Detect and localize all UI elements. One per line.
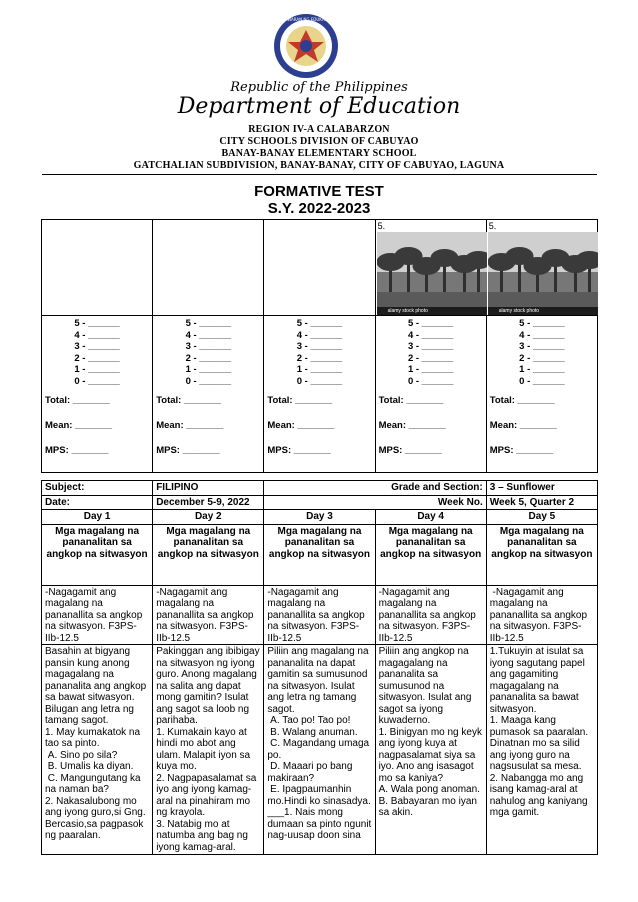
day-header: Day 2: [153, 510, 264, 525]
score-cell: [42, 316, 153, 473]
week-value: Week 5, Quarter 2: [486, 495, 597, 510]
day-header: Day 4: [375, 510, 486, 525]
scale-line[interactable]: 2 - ______: [296, 352, 343, 364]
scale-line[interactable]: 4 - ______: [74, 329, 120, 341]
watermark-text: alamy stock photo: [498, 308, 540, 314]
department-title: Department of Education: [177, 94, 461, 119]
competency-cell: -Nagagamit ang magalang na pananallita sa angkop na sitwasyon. F3PS-IIb-12.5: [486, 585, 597, 645]
total-field[interactable]: Total: _______: [267, 395, 333, 406]
scale-line[interactable]: 5 - ______: [407, 318, 454, 329]
scale-line[interactable]: 5 - ______: [519, 318, 565, 329]
day-header-row: [42, 510, 598, 525]
day-header: Day 3: [264, 510, 375, 525]
activity-row: [42, 645, 598, 855]
activity-cell: 1.Tukuyin at isulat sa iyong sagutang papel ang gagamiting magagalang na pananalita sa bawat sitwasyon. 1. Maaga kang pumasok sa paaralan. Dinatnan mo sa silid ang iyong guro na nagsusulat sa mesa. 2. Nabangga mo ang isang kamag-aral at nahulog ang kaniyang mga gamit.: [486, 645, 597, 855]
activity-cell: Basahin at bigyang pansin kung anong magagalang na pananalita ang angkop sa bawat sitwasyon. Bilugan ang letra ng tamang sagot. 1. May kumakatok na tao sa pinto. A. Sino po sila? B. Umalis ka diyan. C. Mangungutang ka na naman ba? 2. Nakasalubong mo ang iyong guro,si Gng. Bercasio,sa pagpasok ng paaralan.: [42, 645, 153, 855]
mean-field[interactable]: Mean: _______: [45, 420, 113, 431]
date-value: December 5-9, 2022: [153, 495, 264, 510]
scale-line[interactable]: 2 - ______: [185, 352, 231, 364]
competency-cell: -Nagagamit ang magalang na pananallita sa angkop na sitwasyon. F3PS-IIb-12.5: [153, 585, 264, 645]
scale-line[interactable]: 2 - ______: [519, 352, 565, 364]
subject-label: Subject:: [42, 481, 153, 496]
scale-line[interactable]: 4 - ______: [296, 329, 343, 341]
mps-field[interactable]: MPS: _______: [267, 445, 331, 456]
school-line: BANAY-BANAY ELEMENTARY SCHOOL: [221, 148, 417, 159]
mean-field[interactable]: Mean: _______: [156, 420, 224, 431]
topic-cell: Mga magalang na pananalitan sa angkop na sitwasyon: [153, 524, 264, 585]
scale-line[interactable]: 4 - ______: [519, 329, 565, 341]
svg-text:KAGAWARAN NG EDUKASYON: KAGAWARAN NG EDUKASYON: [276, 17, 336, 22]
activity-cell: Piliin ang angkop na magagalang na pananalita sa sumusunod na sitwasyon. Isulat ang sagot sa iyong kuwaderno. 1. Binigyan mo ng keyk ang iyong kuya at nagpasalamat siya sa iyo. Ano ang isasagot mo sa kaniya? A. Wala pong anoman. B. Babayaran mo iyan sa akin.: [375, 645, 486, 855]
scale-line[interactable]: 1 - ______: [185, 364, 231, 375]
mps-field[interactable]: MPS: _______: [156, 445, 220, 456]
palm-plantation-photo: [488, 232, 598, 315]
total-field[interactable]: Total: _______: [45, 395, 110, 406]
score-cell: [153, 316, 264, 473]
scale-line[interactable]: 5 - ______: [296, 318, 343, 329]
day-header: Day 5: [486, 510, 597, 525]
grade-value: 3 – Sunflower: [486, 481, 597, 496]
scale-line[interactable]: 3 - ______: [407, 341, 454, 352]
image-cell: [264, 220, 375, 316]
scale-line[interactable]: 3 - ______: [296, 341, 343, 352]
scale-line[interactable]: 0 - ______: [407, 375, 454, 387]
score-table: [41, 219, 598, 473]
competency-cell: -Nagagamit ang magalang na pananallita sa angkop na sitwasyon. F3PS-IIb-12.5: [42, 585, 153, 645]
region-line: REGION IV-A CALABARZON: [248, 124, 390, 135]
image-cell: [486, 220, 597, 316]
score-row: [42, 316, 598, 473]
image-cell: [42, 220, 153, 316]
scale-line[interactable]: 0 - ______: [185, 375, 231, 387]
subject-spacer: [264, 481, 375, 496]
mean-field[interactable]: Mean: _______: [267, 420, 335, 431]
mean-field[interactable]: Mean: _______: [489, 420, 557, 431]
mps-field[interactable]: MPS: _______: [45, 445, 109, 456]
palm-plantation-photo: [377, 232, 487, 315]
item-number: 5.: [377, 221, 386, 231]
scale-line[interactable]: 3 - ______: [74, 341, 120, 352]
republic-text: Republic of the Philippines: [230, 80, 408, 95]
week-label: Week No.: [375, 495, 486, 510]
scale-line[interactable]: 0 - ______: [74, 375, 120, 387]
division-line: CITY SCHOOLS DIVISION OF CABUYAO: [219, 136, 419, 147]
address-line: GATCHALIAN SUBDIVISION, BANAY-BANAY, CITY OF CABUYAO, LAGUNA: [133, 160, 505, 171]
mps-field[interactable]: MPS: _______: [489, 445, 554, 456]
scale-line[interactable]: 1 - ______: [74, 364, 120, 375]
school-year: S.Y. 2022-2023: [267, 200, 371, 217]
subject-value: FILIPINO: [153, 481, 264, 496]
topic-cell: Mga magalang na pananalitan sa angkop na sitwasyon: [42, 524, 153, 585]
scale-line[interactable]: 1 - ______: [519, 364, 565, 375]
image-row: [42, 220, 598, 316]
competency-cell: -Nagagamit ang magalang na pananallita sa angkop na sitwasyon. F3PS-IIb-12.5: [264, 585, 375, 645]
scale-line[interactable]: 4 - ______: [407, 329, 454, 341]
test-title: FORMATIVE TEST: [254, 183, 384, 200]
scale-line[interactable]: 0 - ______: [296, 375, 343, 387]
date-row: [42, 495, 598, 510]
topic-cell: Mga magalang na pananalitan sa angkop na sitwasyon: [486, 524, 597, 585]
mean-field[interactable]: Mean: _______: [378, 420, 446, 431]
date-label: Date:: [42, 495, 153, 510]
image-cell: [375, 220, 486, 316]
scale-line[interactable]: 1 - ______: [407, 364, 454, 375]
competency-cell: -Nagagamit ang magalang na pananallita sa angkop na sitwasyon. F3PS-IIb-12.5: [375, 585, 486, 645]
scale-line[interactable]: 0 - ______: [519, 375, 565, 387]
subject-row: [42, 481, 598, 496]
scale-line[interactable]: 3 - ______: [185, 341, 231, 352]
header-divider: [42, 174, 597, 175]
scale-line[interactable]: 5 - ______: [74, 318, 120, 329]
total-field[interactable]: Total: _______: [156, 395, 221, 406]
mps-field[interactable]: MPS: _______: [378, 445, 442, 456]
deped-seal-logo: [272, 12, 340, 80]
day-header: Day 1: [42, 510, 153, 525]
lesson-plan-table: [41, 480, 598, 855]
topic-cell: Mga magalang na pananalitan sa angkop na sitwasyon: [264, 524, 375, 585]
score-cell: [375, 316, 486, 473]
competency-row: [42, 585, 598, 645]
score-cell: [264, 316, 375, 473]
grade-label: Grade and Section:: [375, 481, 486, 496]
scale-line[interactable]: 2 - ______: [407, 352, 454, 364]
scale-line[interactable]: 5 - ______: [185, 318, 231, 329]
score-cell: [486, 316, 597, 473]
scale-line[interactable]: 2 - ______: [74, 352, 120, 364]
total-field[interactable]: Total: _______: [489, 395, 555, 406]
scale-line[interactable]: 3 - ______: [519, 341, 565, 352]
topic-row: [42, 524, 598, 585]
activity-cell: Piliin ang magalang na pananalita na dapat gamitin sa sumusunod na sitwasyon. Isulat ang letra ng tamang sagot. A. Tao po! Tao po! B. Walang anuman. C. Magandang umaga po. D. Maaari po bang makiraan? E. Ipagpaumanhin mo.Hindi ko sinasadya. ___1. Nais mong dumaan sa pinto ngunit nag-uusap doon sina: [264, 645, 375, 855]
activity-cell: Pakinggan ang ibibigay na sitwasyon ng iyong guro. Anong magalang na salita ang dapat mong gamitin? Isulat ang sagot sa loob ng parihaba. 1. Kumakain kayo at hindi mo abot ang ulam. Malapit iyon sa kuya mo. 2. Nagpapasalamat sa iyo ang iyong kamag-aral na pinahiram mo ng krayola. 3. Natabig mo at natumba ang bag ng iyong kamag-aral.: [153, 645, 264, 855]
watermark-text: alamy stock photo: [387, 308, 428, 314]
date-spacer: [264, 495, 375, 510]
scale-line[interactable]: 4 - ______: [185, 329, 231, 341]
topic-cell: Mga magalang na pananalitan sa angkop na sitwasyon: [375, 524, 486, 585]
item-number: 5.: [488, 221, 497, 231]
scale-line[interactable]: 1 - ______: [296, 364, 343, 375]
image-cell: [153, 220, 264, 316]
total-field[interactable]: Total: _______: [378, 395, 444, 406]
